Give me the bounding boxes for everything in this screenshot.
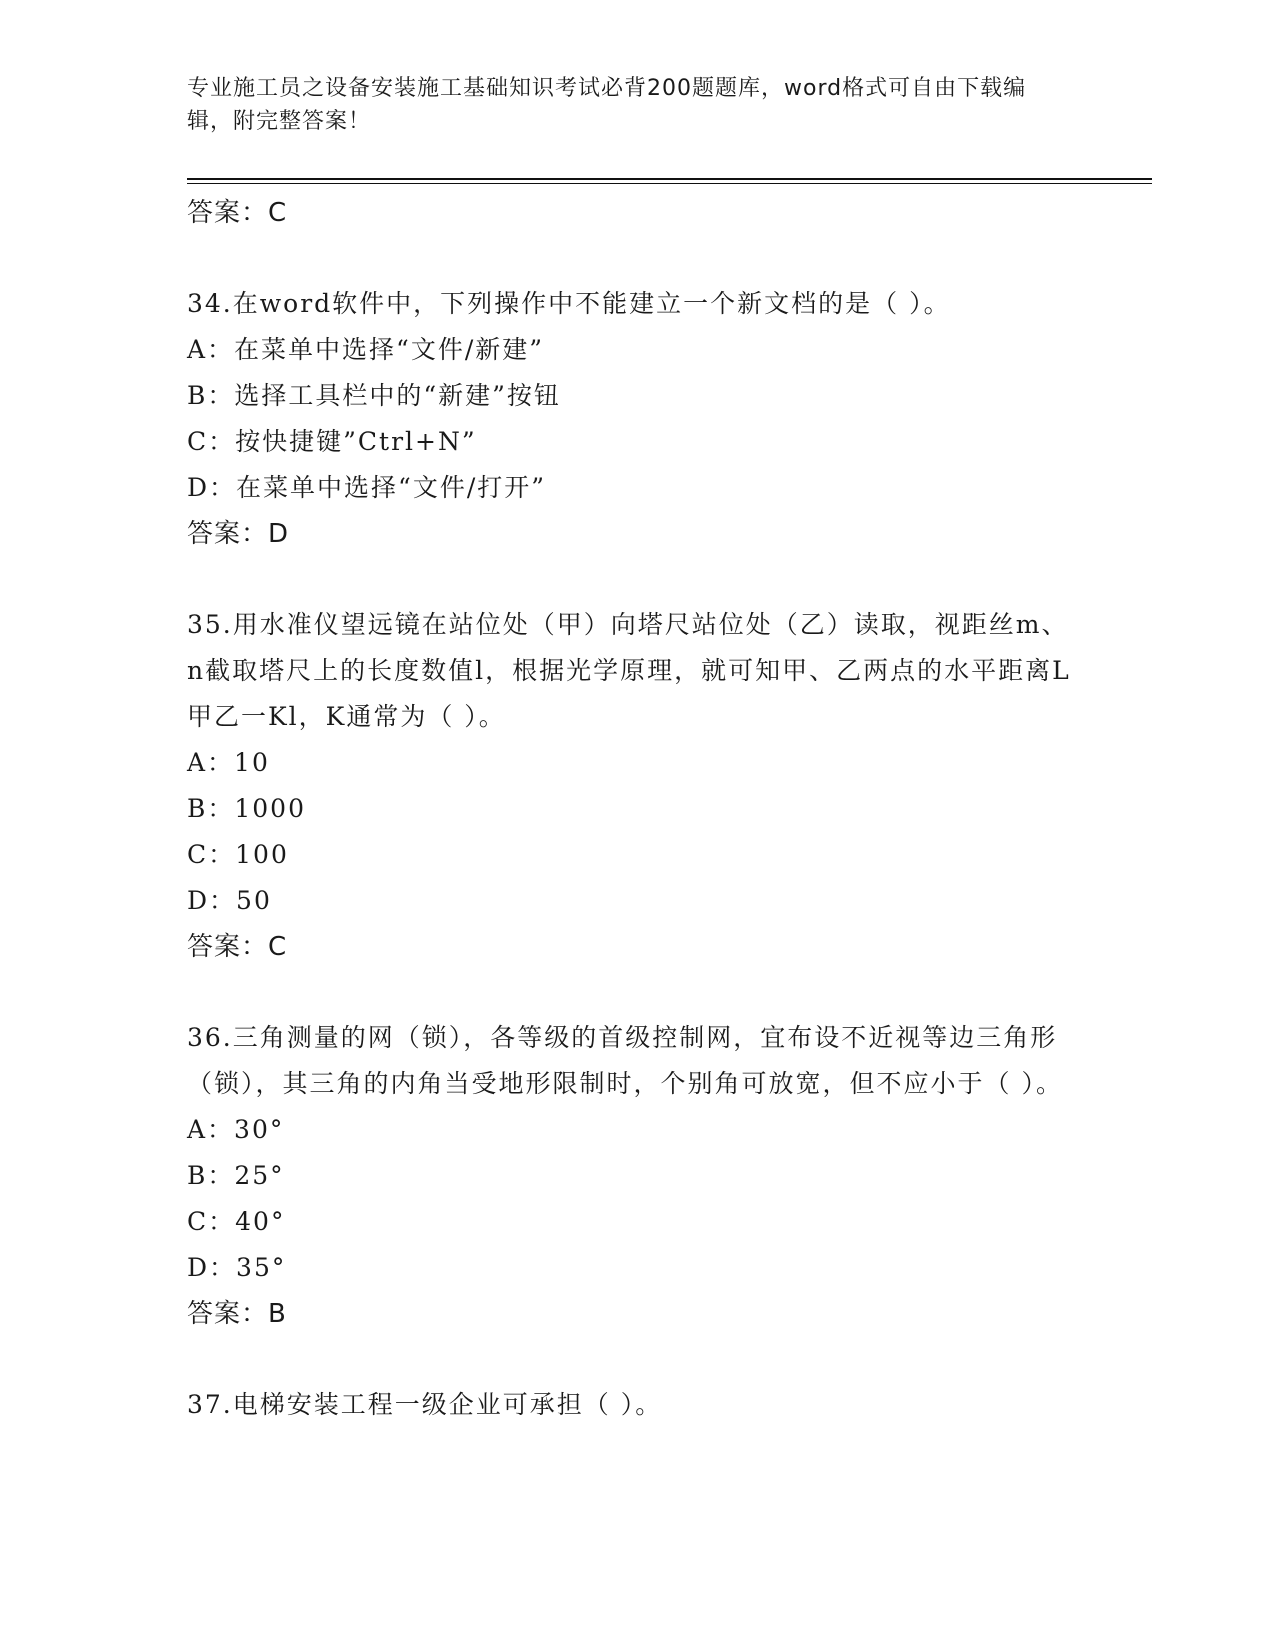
header-rule-thin [187,183,1152,184]
option-a: A：10 [187,748,270,777]
question-list [187,190,1082,1428]
option-b: B：选择工具栏中的“新建”按钮 [187,381,561,410]
option-d: D：在菜单中选择“文件/打开” [187,473,547,502]
option-a: A：在菜单中选择“文件/新建” [187,335,545,364]
option-c: C：100 [187,840,289,869]
answer: 答案：D [187,519,290,549]
question-35 [187,602,1082,970]
question-34 [187,281,1082,557]
option-a: A：30° [187,1115,285,1144]
option-c: C：40° [187,1207,286,1236]
header-rule-thick [187,178,1152,180]
question-text: 36.三角测量的网（锁），各等级的首级控制网，宜布设不近视等边三角形（锁），其三角的内角当受地形限制时，个别角可放宽，但不应小于（ ）。 [187,1023,1063,1098]
question-text: 34.在word软件中，下列操作中不能建立一个新文档的是（ ）。 [187,289,951,318]
option-d: D：50 [187,886,272,915]
question-37 [187,1382,1082,1428]
answer-previous: 答案：C [187,198,288,228]
question-36 [187,1015,1082,1337]
option-d: D：35° [187,1253,287,1282]
option-b: B：1000 [187,794,306,823]
option-b: B：25° [187,1161,285,1190]
question-text: 37.电梯安装工程一级企业可承担（ ）。 [187,1390,663,1419]
option-c: C：按快捷键”Ctrl+N” [187,427,477,456]
answer: 答案：C [187,932,288,962]
answer: 答案：B [187,1299,287,1329]
document-header: 专业施工员之设备安装施工基础知识考试必背200题题库，word格式可自由下载编辑，附完整答案！ [187,76,1027,134]
question-text: 35.用水准仪望远镜在站位处（甲）向塔尺站位处（乙）读取，视距丝m、n截取塔尺上的长度数值l，根据光学原理，就可知甲、乙两点的水平距离L甲乙一Kl，K通常为（ ）。 [187,610,1071,731]
